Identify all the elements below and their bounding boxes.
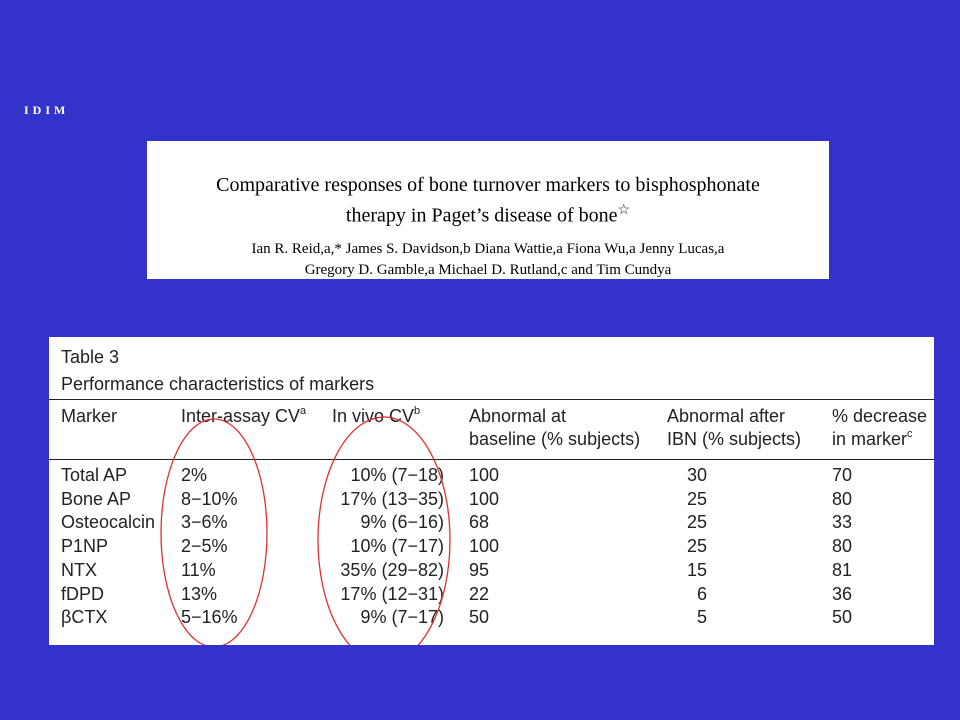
- cell-after: 5: [696, 607, 707, 628]
- cell-marker: P1NP: [61, 536, 109, 557]
- cell-marker: fDPD: [61, 583, 105, 604]
- cell-baseline: 95: [469, 559, 490, 580]
- table-top-rule: [49, 399, 934, 400]
- header-percent-decrease: [832, 405, 927, 451]
- cell-baseline: 50: [469, 607, 490, 628]
- cell-inter: 13%: [181, 583, 218, 604]
- header-marker: Marker: [61, 406, 118, 426]
- header-abnormal-after-line-2: IBN (% subjects): [667, 429, 802, 449]
- cell-inter: 3−6%: [181, 512, 228, 533]
- paper-title-line-2: [147, 198, 829, 229]
- cell-after: 25: [686, 536, 707, 557]
- header-abnormal-after-line-1: Abnormal after: [667, 406, 786, 426]
- header-inter-assay-text: Inter-assay CV: [181, 406, 301, 426]
- header-percent-decrease-line-2: [832, 428, 927, 451]
- cell-marker: Bone AP: [61, 488, 132, 509]
- cell-vivo: 10% (7−17): [350, 536, 444, 557]
- header-abnormal-baseline-line-1: Abnormal at: [469, 406, 567, 426]
- cell-vivo: 9% (6−16): [360, 512, 444, 533]
- header-inter-assay-sup: a: [300, 405, 307, 417]
- cell-decrease: 80: [832, 488, 853, 509]
- table-caption: [61, 344, 374, 398]
- cell-decrease: 50: [832, 607, 853, 628]
- header-abnormal-after: [667, 405, 801, 451]
- paper-authors: [147, 239, 829, 281]
- header-abnormal-baseline-line-2: baseline (% subjects): [469, 429, 641, 449]
- idim-logo: IDIM: [24, 103, 70, 117]
- cell-decrease: 33: [832, 512, 853, 533]
- cell-vivo: 35% (29−82): [340, 559, 444, 580]
- cell-after: 25: [686, 488, 707, 509]
- cell-inter: 2%: [181, 465, 208, 485]
- cell-marker: NTX: [61, 559, 97, 580]
- cell-marker: Total AP: [61, 465, 128, 485]
- cell-after: 6: [696, 583, 707, 604]
- header-in-vivo-cv: [332, 405, 420, 428]
- paper-title-line-2-text: therapy in Paget’s disease of bone: [345, 204, 618, 227]
- cell-inter: 8−10%: [181, 488, 238, 509]
- cell-after: 25: [686, 512, 707, 533]
- cell-after: 15: [686, 559, 707, 580]
- header-in-vivo-sup: b: [414, 405, 421, 417]
- cell-decrease: 80: [832, 536, 853, 557]
- header-percent-decrease-sup: c: [907, 428, 913, 440]
- markers-table-panel: [49, 337, 934, 645]
- cell-baseline: 22: [469, 583, 490, 604]
- header-abnormal-baseline: [469, 405, 640, 451]
- header-percent-decrease-line-1: % decrease: [832, 406, 928, 426]
- paper-authors-line-1: Ian R. Reid,a,* James S. Davidson,b Diana Wattie,a Fiona Wu,a Jenny Lucas,a: [251, 240, 725, 257]
- cell-vivo: 10% (7−18): [350, 465, 444, 485]
- header-in-vivo-text: In vivo CV: [332, 406, 415, 426]
- paper-title: [147, 173, 829, 229]
- cell-decrease: 70: [832, 465, 853, 485]
- cell-baseline: 100: [469, 465, 500, 485]
- cell-marker: βCTX: [61, 607, 108, 628]
- paper-authors-line-2: Gregory D. Gamble,a Michael D. Rutland,c and Tim Cundya: [304, 261, 672, 278]
- cell-after: 30: [686, 465, 707, 485]
- cell-decrease: 36: [832, 583, 853, 604]
- cell-inter: 11%: [181, 559, 216, 580]
- table-number: Table 3: [61, 347, 120, 367]
- cell-inter: 5−16%: [181, 607, 238, 628]
- cell-baseline: 68: [469, 512, 490, 533]
- cell-marker: Osteocalcin: [61, 512, 156, 533]
- cell-decrease: 81: [832, 559, 853, 580]
- cell-vivo: 17% (12−31): [340, 583, 444, 604]
- header-percent-decrease-text: in marker: [832, 429, 908, 449]
- cell-baseline: 100: [469, 536, 500, 557]
- cell-vivo: 9% (7−17): [360, 607, 444, 628]
- star-icon: ☆: [617, 203, 631, 218]
- cell-baseline: 100: [469, 488, 500, 509]
- cell-inter: 2−5%: [181, 536, 228, 557]
- table-title: Performance characteristics of markers: [61, 374, 375, 394]
- paper-title-line-1: Comparative responses of bone turnover markers to bisphosphonate: [216, 174, 760, 196]
- cell-vivo: 17% (13−35): [340, 488, 444, 509]
- paper-header: [147, 141, 829, 279]
- header-inter-assay-cv: [181, 405, 306, 428]
- table-header-rule: [49, 459, 934, 460]
